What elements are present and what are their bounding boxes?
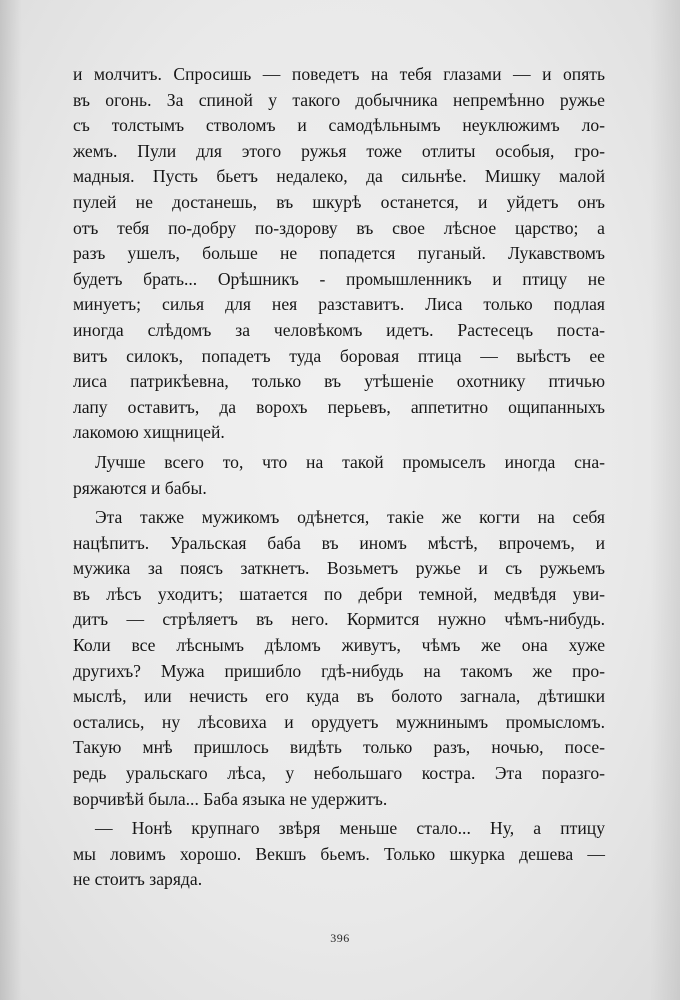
text-line: и молчитъ. Спросишь — поведетъ на тебя глазами — и опять bbox=[73, 64, 605, 84]
page-edge-shadow-right bbox=[650, 0, 680, 1000]
text-line: отъ тебя по-добру по-здорову въ свое лѣсное царство; а bbox=[73, 217, 605, 238]
text-line: пулей не достанешь, въ шкурѣ останется, и уйдетъ онъ bbox=[73, 191, 605, 212]
text-line: будетъ брать... Орѣшникъ - промышленникъ и птицу не bbox=[73, 268, 605, 289]
paragraph bbox=[73, 62, 605, 446]
text-line: иногда слѣдомъ за человѣкомъ идетъ. Растесецъ поста- bbox=[73, 319, 605, 340]
text-line: ворчивѣй была... Баба языка не удержитъ. bbox=[73, 788, 388, 809]
text-line: съ толстымъ стволомъ и самодѣльнымъ неуклюжимъ ло- bbox=[73, 115, 605, 136]
text-line: витъ силокъ, попадетъ туда боровая птица — выѣстъ ее bbox=[73, 345, 605, 366]
text-line: мужика за поясъ заткнетъ. Возьметъ ружье и съ ружьемъ bbox=[73, 558, 605, 579]
text-line: въ лѣсъ уходитъ; шатается по дебри темной, медвѣдя уви- bbox=[73, 583, 605, 604]
text-line: лиса патрикѣевна, только въ утѣшеніе охотнику птичью bbox=[73, 371, 605, 392]
text-line: — Нонѣ крупнаго звѣря меньше стало... Ну, а птицу bbox=[95, 818, 605, 839]
text-line: ряжаются и бабы. bbox=[73, 477, 207, 498]
text-line: жемъ. Пули для этого ружья тоже отлиты особыя, гро- bbox=[73, 140, 605, 161]
text-line: не стоитъ заряда. bbox=[73, 869, 203, 890]
text-line: мы ловимъ хорошо. Векшъ бьемъ. Только шкурка дешева — bbox=[73, 843, 605, 864]
text-line: нацѣпитъ. Уральская баба въ иномъ мѣстѣ, впрочемъ, и bbox=[73, 532, 605, 553]
text-line: мадныя. Пусть бьетъ недалеко, да сильнѣе. Мишку малой bbox=[73, 166, 605, 187]
paragraph bbox=[73, 816, 605, 893]
text-line: въ огонь. За спиной у такого добычника непремѣнно ружье bbox=[73, 89, 605, 110]
text-line: лакомою хищницей. bbox=[73, 422, 225, 443]
text-line: лапу оставитъ, да ворохъ перьевъ, аппетитно ощипанныхъ bbox=[73, 396, 605, 417]
paragraph bbox=[73, 505, 605, 812]
text-line: дитъ — стрѣляетъ въ него. Кормится нужно чѣмъ-нибудь. bbox=[73, 609, 605, 630]
text-line: минуетъ; силья для нея разставитъ. Лиса только подлая bbox=[73, 294, 605, 315]
text-line: Эта также мужикомъ одѣнется, такіе же когти на себя bbox=[95, 507, 605, 528]
page-number: 396 bbox=[330, 931, 350, 945]
text-line: редь уральскаго лѣса, у небольшаго костра. Эта поразго- bbox=[73, 763, 605, 784]
text-line: остались, ну лѣсовиха и орудуетъ мужнинымъ промысломъ. bbox=[73, 711, 605, 732]
text-line: разъ ушелъ, больше не попадется пуганый. Лукавствомъ bbox=[73, 243, 605, 264]
text-line: Такую мнѣ пришлось видѣть только разъ, ночью, посе- bbox=[73, 737, 605, 758]
text-line: мыслѣ, или нечисть его куда въ болото загнала, дѣтишки bbox=[73, 686, 605, 707]
text-line: Лучше всего то, что на такой промыселъ иногда сна- bbox=[95, 451, 605, 472]
text-line: другихъ? Мужа пришибло гдѣ-нибудь на такомъ же про- bbox=[73, 660, 605, 681]
text-line: Коли все лѣснымъ дѣломъ живутъ, чѣмъ же она хуже bbox=[73, 635, 605, 656]
paragraph bbox=[73, 450, 605, 501]
body-text bbox=[73, 62, 605, 893]
page-edge-shadow-left bbox=[0, 0, 22, 1000]
